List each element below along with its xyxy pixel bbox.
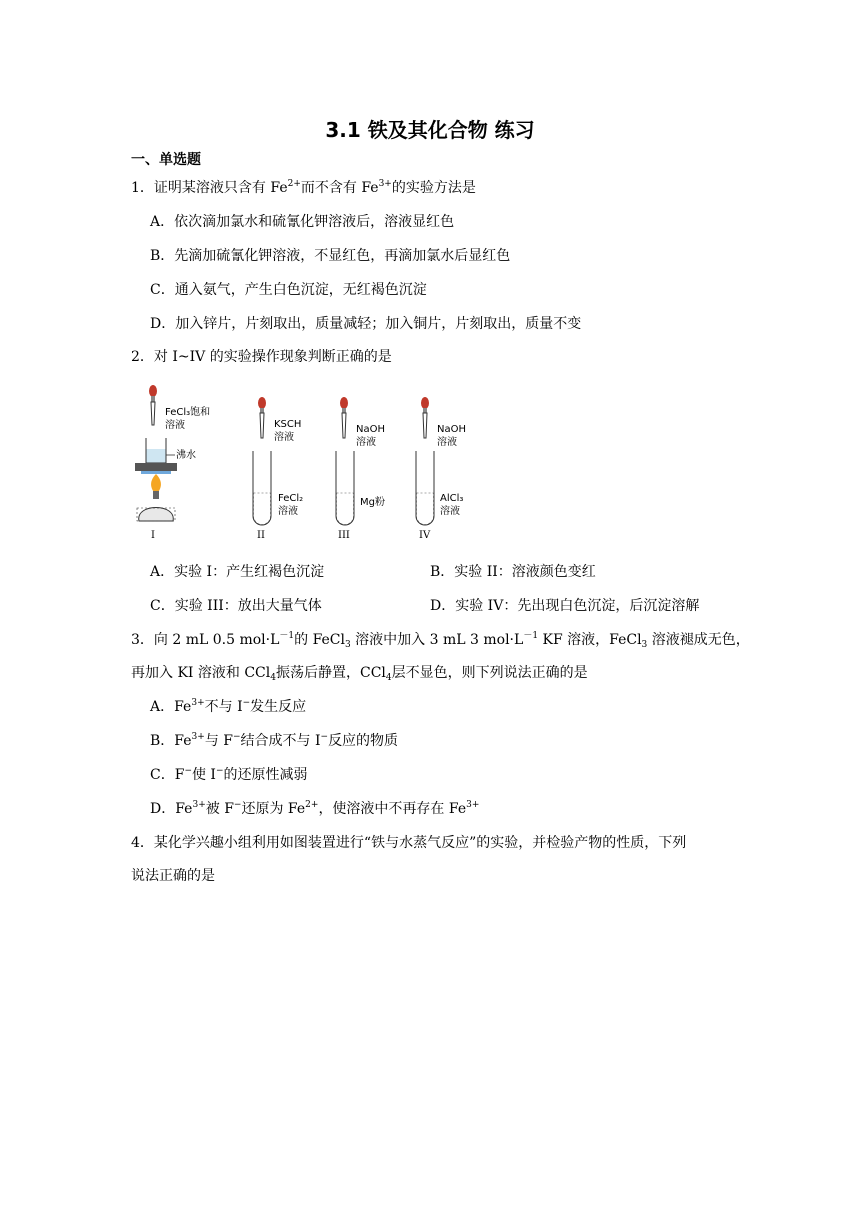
subscript: 3	[641, 640, 648, 650]
reagent-label: 溶液	[274, 432, 294, 443]
reagent-label: FeCl₃饱和	[165, 407, 211, 418]
option-text: C．F	[150, 767, 185, 783]
question-4-stem-line-1: 4．某化学兴趣小组利用如图装置进行“铁与水蒸气反应”的实验，并检验产物的性质，下列	[131, 835, 687, 851]
subscript: 3	[345, 640, 351, 650]
superscript: 3+	[191, 732, 205, 742]
burner-wick	[153, 491, 159, 499]
solution	[254, 493, 271, 524]
gauze	[135, 463, 177, 471]
figure-label-iii: III	[338, 530, 350, 541]
question-3-option-d	[150, 799, 479, 819]
option-text: B．Fe	[150, 733, 192, 749]
question-number: 1．	[131, 180, 154, 196]
superscript: 3+	[378, 179, 392, 189]
dropper-tube	[342, 413, 346, 438]
figure-label-ii: II	[257, 530, 265, 541]
stem-text: 再加入 KI 溶液和 CCl	[131, 665, 271, 681]
stem-text: 层不显色，则下列说法正确的是	[391, 665, 588, 681]
stem-text: 证明某溶液只含有 Fe	[153, 180, 288, 196]
figure-label-iv: IV	[419, 530, 431, 541]
solution-label: 溶液	[440, 506, 460, 517]
question-3-option-c	[150, 765, 308, 785]
option-text: 发生反应	[250, 699, 307, 715]
option-text: 还原为 Fe	[241, 801, 306, 817]
reagent-label: 溶液	[165, 420, 185, 431]
question-2-stem: 2．对 I~IV 的实验操作现象判断正确的是	[131, 349, 392, 365]
dropper-bulb	[340, 397, 348, 409]
question-3-stem-line-2	[131, 663, 588, 683]
stem-text: 而不含有 Fe	[300, 180, 379, 196]
experiment-apparatus-figure	[131, 383, 481, 543]
option-text: D．Fe	[150, 801, 193, 817]
reagent-label: NaOH	[437, 424, 466, 435]
reagent-label: 溶液	[437, 437, 457, 448]
option-text: ，使溶液中不再存在 Fe	[318, 801, 467, 817]
boiling-water	[147, 449, 166, 463]
question-1-option-a: A．依次滴加氯水和硫氰化钾溶液后，溶液显红色	[150, 214, 455, 230]
option-text: 结合成不与 I	[240, 733, 321, 749]
solution-label: FeCl₂	[278, 493, 304, 504]
question-2-option-a: A．实验 I：产生红褐色沉淀	[150, 564, 325, 580]
apparatus-iii	[336, 397, 385, 541]
question-3-stem-line-1	[131, 630, 750, 650]
stem-text: KF 溶液，FeCl	[538, 632, 642, 648]
option-text: 不与 I	[204, 699, 243, 715]
figure-label-i: I	[151, 530, 155, 541]
page-title: 3.1 铁及其化合物 练习	[325, 118, 535, 142]
question-3-option-b	[150, 731, 398, 751]
question-2-option-c: C．实验 III：放出大量气体	[150, 598, 322, 614]
dropper-neck	[423, 408, 427, 413]
option-text: 的还原性减弱	[223, 767, 308, 783]
test-tube	[336, 451, 354, 525]
dropper-tube	[260, 413, 264, 438]
superscript: 2+	[305, 800, 319, 810]
superscript: −	[242, 698, 251, 708]
test-tube	[416, 451, 434, 525]
option-text: A．Fe	[150, 699, 192, 715]
question-2-option-d: D．实验 IV：先出现白色沉淀，后沉淀溶解	[430, 598, 700, 614]
stem-text: 溶液褪成无色，	[647, 632, 750, 648]
superscript: −	[215, 766, 224, 776]
tripod-ring	[141, 471, 171, 474]
dropper-tube	[151, 402, 155, 425]
water-label: 沸水	[176, 450, 196, 461]
alcohol-burner	[139, 508, 174, 522]
option-text: 与 F	[204, 733, 233, 749]
question-3-option-a	[150, 697, 306, 717]
test-tube	[253, 451, 271, 525]
option-text: 反应的物质	[328, 733, 399, 749]
apparatus-iv	[416, 397, 466, 541]
stem-text: 3．向 2 mL 0.5 mol·L	[131, 632, 280, 648]
dropper-bulb	[258, 397, 266, 409]
stem-text: 的实验方法是	[391, 180, 476, 196]
dropper-tube	[423, 413, 427, 438]
superscript: −	[233, 800, 242, 810]
question-1-option-b: B．先滴加硫氰化钾溶液，不显红色，再滴加氯水后显红色	[150, 248, 511, 264]
stem-text: 溶液中加入 3 mL 3 mol·L	[350, 632, 524, 648]
reagent-label: 溶液	[356, 437, 376, 448]
solution-label: 溶液	[278, 506, 298, 517]
dropper-neck	[342, 408, 346, 413]
apparatus-i	[135, 385, 210, 541]
question-1-stem	[131, 178, 476, 198]
superscript: 3+	[191, 698, 205, 708]
question-2-option-b: B．实验 II：溶液颜色变红	[430, 564, 596, 580]
question-1-option-c: C．通入氨气，产生白色沉淀，无红褐色沉淀	[150, 282, 427, 298]
superscript: 3+	[192, 800, 206, 810]
option-text: 使 I	[191, 767, 216, 783]
section-heading: 一、单选题	[131, 152, 201, 168]
dropper-bulb	[149, 385, 157, 397]
dropper-neck	[151, 396, 155, 402]
superscript: －1	[279, 631, 295, 641]
solution	[417, 493, 434, 525]
stem-text: 的 FeCl	[294, 632, 345, 648]
superscript: −	[232, 732, 241, 742]
apparatus-ii	[253, 397, 303, 541]
option-text: 被 F	[205, 801, 234, 817]
stem-text: 振荡后静置，CCl	[275, 665, 386, 681]
reagent-label: KSCH	[274, 419, 302, 430]
subscript: 4	[270, 673, 276, 683]
solution-label: AlCl₃	[440, 493, 464, 504]
superscript: 3+	[466, 800, 480, 810]
question-1-option-d: D．加入锌片，片刻取出，质量减轻；加入铜片，片刻取出，质量不变	[150, 316, 582, 332]
dropper-bulb	[421, 397, 429, 409]
question-4-stem-line-2: 说法正确的是	[131, 868, 215, 884]
superscript: －1	[523, 631, 539, 641]
superscript: 2+	[287, 179, 301, 189]
superscript: −	[184, 766, 192, 776]
dropper-neck	[260, 408, 264, 413]
superscript: −	[320, 732, 329, 742]
solution-label: Mg粉	[360, 497, 385, 508]
subscript: 4	[385, 673, 392, 683]
reagent-label: NaOH	[356, 424, 385, 435]
solution	[337, 493, 354, 525]
